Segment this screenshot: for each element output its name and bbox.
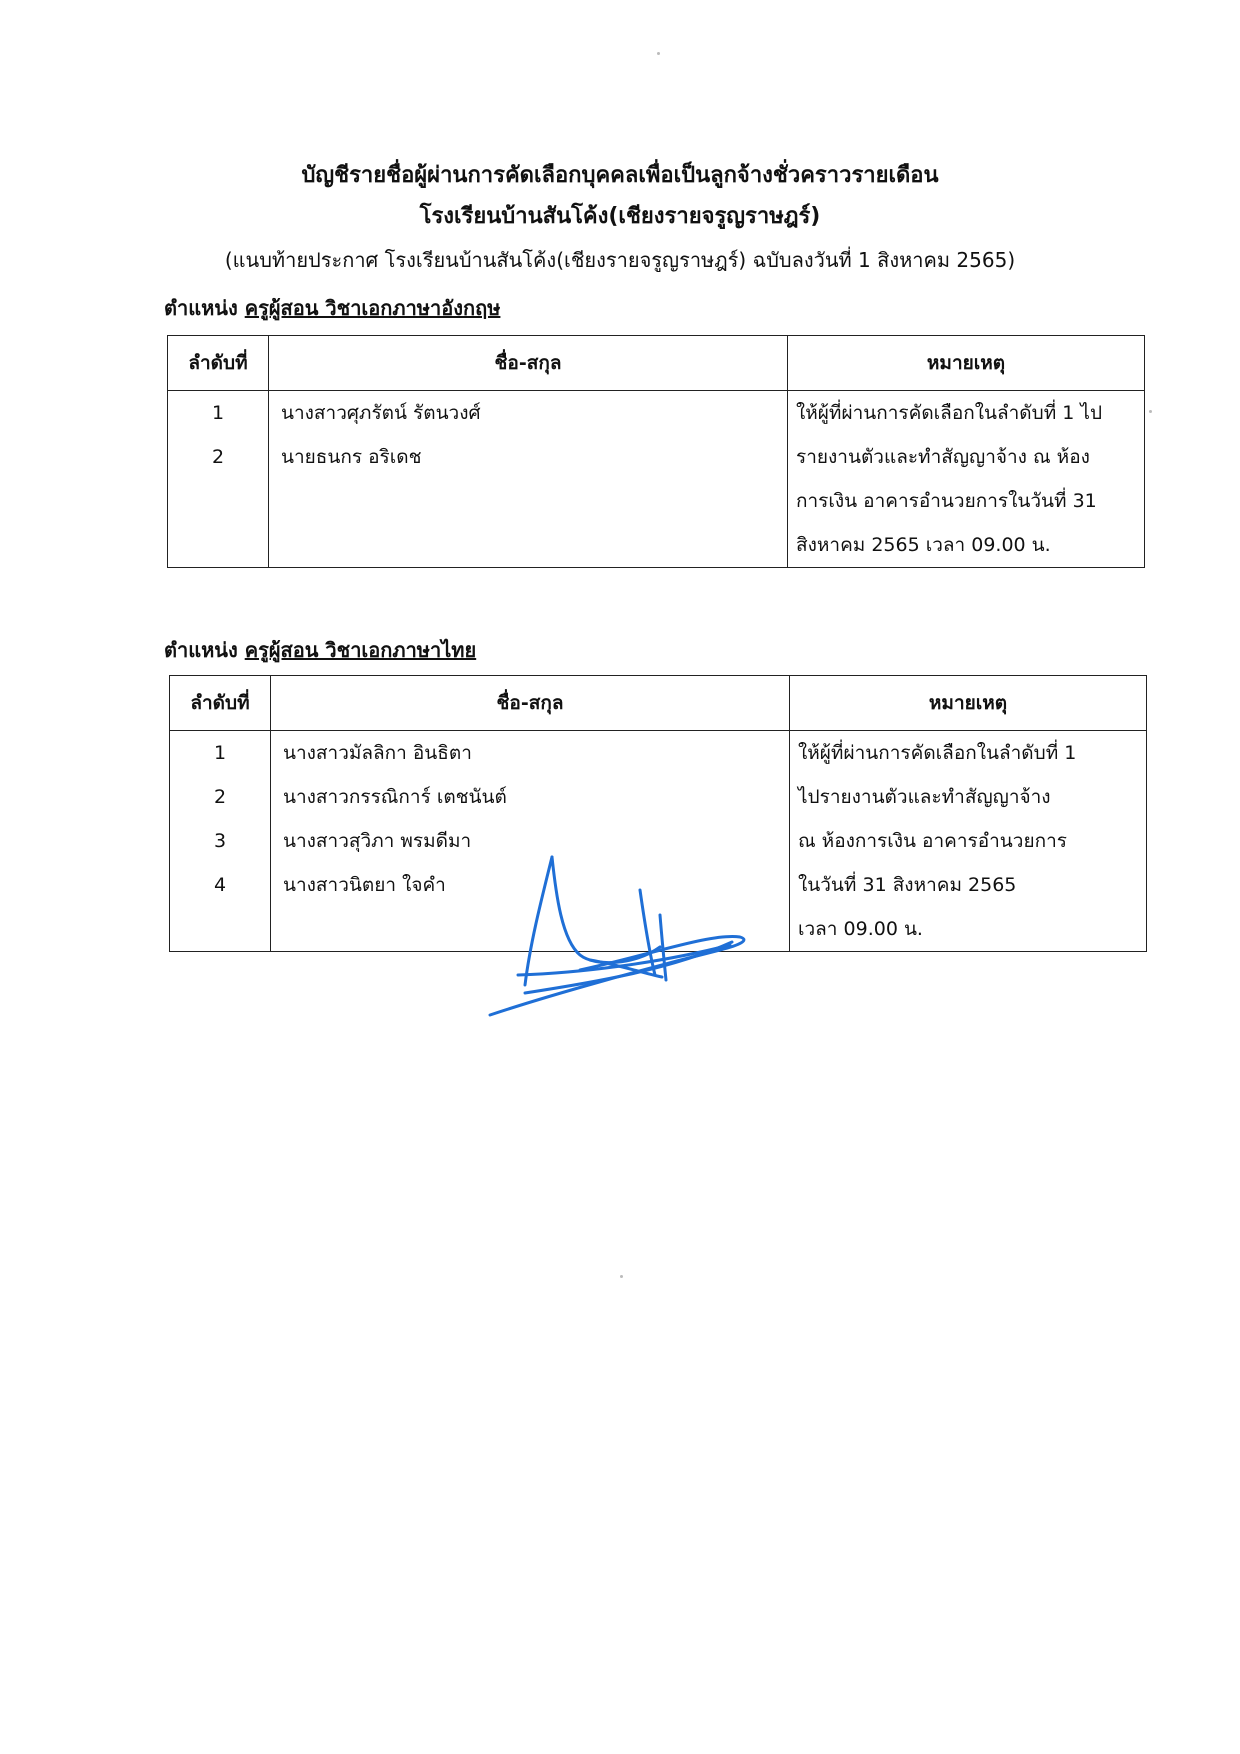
note-line: ให้ผู้ที่ผ่านการคัดเลือกในลำดับที่ 1 — [798, 742, 1077, 764]
document-title: บัญชีรายชื่อผู้ผ่านการคัดเลือกบุคคลเพื่อเป็นลูกจ้างชั่วคราวรายเดือน — [301, 163, 939, 188]
column-header-note: หมายเหตุ — [788, 336, 1145, 391]
position-heading-english — [164, 292, 500, 324]
note-line: ในวันที่ 31 สิงหาคม 2565 — [798, 874, 1017, 896]
note-line: ไปรายงานตัวและทำสัญญาจ้าง — [798, 786, 1051, 808]
name-cell — [269, 391, 788, 568]
order-number: 2 — [211, 446, 225, 468]
scan-speck — [1149, 410, 1152, 413]
column-header-note: หมายเหตุ — [790, 676, 1147, 731]
note-line: การเงิน อาคารอำนวยการในวันที่ 31 — [796, 490, 1097, 512]
order-cell — [170, 731, 271, 952]
order-number: 3 — [213, 830, 227, 852]
candidate-name: นางสาวนิตยา ใจคำ — [283, 874, 446, 896]
note-line: ณ ห้องการเงิน อาคารอำนวยการ — [798, 830, 1067, 852]
position-prefix: ตำแหน่ง — [164, 296, 238, 320]
order-cell — [168, 391, 269, 568]
table-header-row — [170, 676, 1147, 731]
note-line: ให้ผู้ที่ผ่านการคัดเลือกในลำดับที่ 1 ไป — [796, 402, 1103, 424]
table-header-row — [168, 336, 1145, 391]
note-line: สิงหาคม 2565 เวลา 09.00 น. — [796, 534, 1051, 556]
column-header-name: ชื่อ-สกุล — [269, 336, 788, 391]
position-name: ครูผู้สอน วิชาเอกภาษาอังกฤษ — [244, 296, 501, 320]
note-cell — [790, 731, 1147, 952]
table-row — [168, 391, 1145, 568]
roster-table-english — [167, 335, 1145, 568]
column-header-no: ลำดับที่ — [170, 676, 271, 731]
candidate-name: นายธนกร อริเดช — [281, 446, 422, 468]
order-number: 2 — [213, 786, 227, 808]
note-line: รายงานตัวและทำสัญญาจ้าง ณ ห้อง — [796, 446, 1090, 468]
candidate-name: นางสาวกรรณิการ์ เตชนันต์ — [283, 786, 507, 808]
note-line: เวลา 09.00 น. — [798, 918, 923, 940]
candidate-name: นางสาวศุภรัตน์ รัตนวงศ์ — [281, 402, 481, 424]
school-name: โรงเรียนบ้านสันโค้ง(เชียงรายจรูญราษฎร์) — [419, 204, 821, 229]
position-name: ครูผู้สอน วิชาเอกภาษาไทย — [244, 638, 477, 662]
scan-speck — [657, 52, 660, 55]
order-number: 4 — [213, 874, 227, 896]
order-number: 1 — [211, 402, 225, 424]
note-cell — [788, 391, 1145, 568]
candidate-name: นางสาวมัลลิกา อินธิตา — [283, 742, 472, 764]
announcement-reference: (แนบท้ายประกาศ โรงเรียนบ้านสันโค้ง(เชียงรายจรูญราษฎร์) ฉบับลงวันที่ 1 สิงหาคม 2565) — [224, 248, 1016, 272]
order-number: 1 — [213, 742, 227, 764]
position-prefix: ตำแหน่ง — [164, 638, 238, 662]
column-header-no: ลำดับที่ — [168, 336, 269, 391]
scan-speck — [620, 1275, 623, 1278]
position-heading-thai — [164, 634, 476, 666]
signature — [470, 845, 780, 1025]
candidate-name: นางสาวสุวิภา พรมดีมา — [283, 830, 472, 852]
column-header-name: ชื่อ-สกุล — [271, 676, 790, 731]
